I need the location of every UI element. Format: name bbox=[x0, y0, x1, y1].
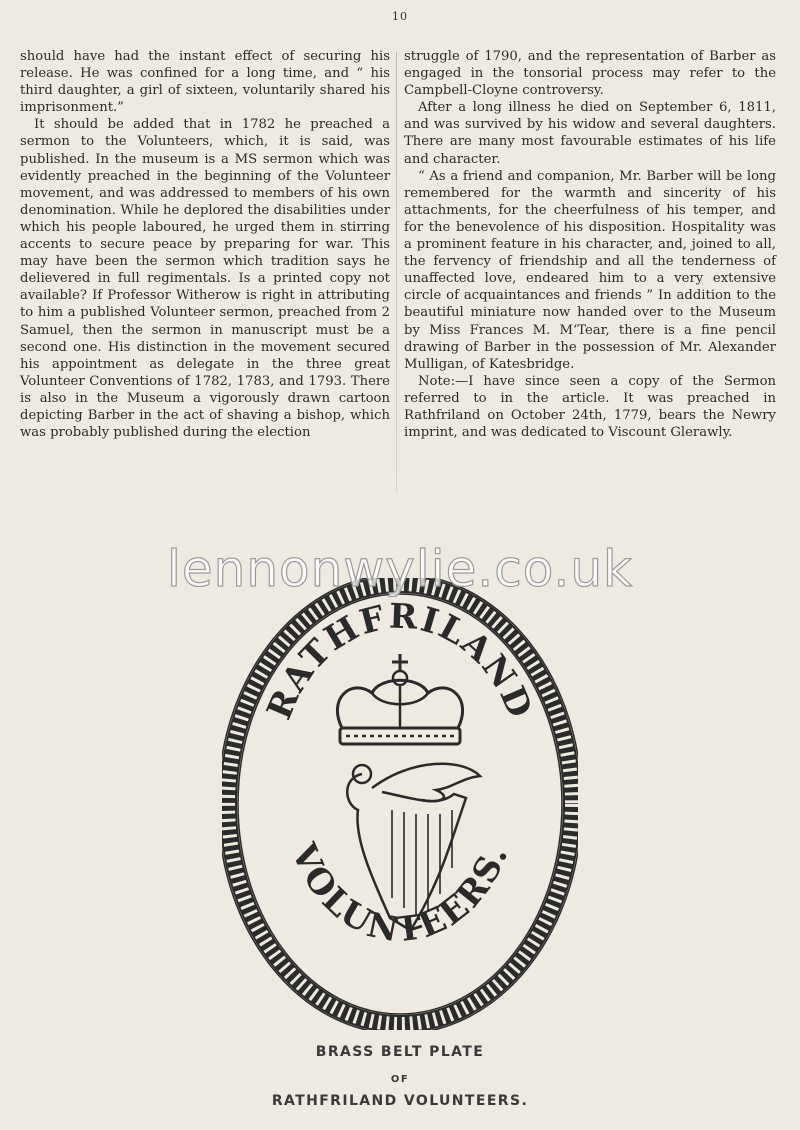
belt-plate-illustration bbox=[222, 578, 578, 1030]
caption-subtitle: RATHFRILAND VOLUNTEERS. bbox=[271, 1093, 529, 1109]
page-number: 10 bbox=[392, 10, 408, 23]
crown-icon bbox=[337, 654, 462, 744]
watermark: lennonwylie.co.uk bbox=[167, 540, 633, 598]
badge-top-text: RATHFRILAND bbox=[259, 596, 541, 726]
caption-of: OF bbox=[390, 1074, 410, 1085]
right-column bbox=[404, 48, 776, 441]
paragraph: It should be added that in 1782 he preached a sermon to the Volunteers, which, it is said, was published. In the museum is a MS sermon which was evidently preached in the beginning of the Volunteer movement, and was addressed to members of his own denomination. While he deplored the disabilities under which his people laboured, he urged them in stirring accents to secure peace by preparing for war. This may have been the sermon which tradition says he delievered in full regimentals. Is a printed copy not available? If Professor Witherow is right in attributing to him a published Volunteer sermon, preached from 2 Samuel, then the sermon in manuscript must be a second one. His distinction in the movement secured his appointment as delegate in the three great Volunteer Conventions of 1782, 1783, and 1793. There is also in the Museum a vigorously drawn cartoon depicting Barber in the act of shaving a bishop, which was probably published during the election bbox=[20, 117, 390, 441]
badge-bottom-text: VOLUNTEERS. bbox=[282, 838, 517, 951]
left-column bbox=[20, 48, 390, 441]
paragraph: “ As a friend and companion, Mr. Barber will be long remembered for the warmth and sincerity of his attachments, for the cheerfulness of his temper, and for the benevolence of his disposition. Hospitality was a prominent feature in his character, and, joined to all, the fervency of friendship and all the tenderness of unaffected love, endeared him to a very extensive circle of acquaintances and friends ” In addition to the beautiful miniature now handed over to the Museum by Miss Frances M. M‘Tear, there is a fine pencil drawing of Barber in the possession of Mr. Alexander Mulligan, of Katesbridge. bbox=[404, 168, 776, 372]
column-divider bbox=[396, 52, 397, 492]
rope-border bbox=[228, 584, 572, 1024]
paragraph: struggle of 1790, and the representation of Barber as engaged in the tonsorial process may refer to the Campbell-Cloyne controversy. bbox=[404, 49, 776, 99]
paragraph: After a long illness he died on September 6, 1811, and was survived by his widow and several daughters. There are many most favourable estimates of his life and character. bbox=[404, 100, 776, 167]
caption-title: BRASS BELT PLATE bbox=[315, 1044, 485, 1060]
paragraph: Note:—I have since seen a copy of the Sermon referred to in the article. It was preached in Rathfriland on October 24th, 1779, bears the Newry imprint, and was dedicated to Viscount Glerawly. bbox=[404, 373, 776, 441]
paragraph: should have had the instant effect of securing his release. He was confined for a long time, and “ his third daughter, a girl of sixteen, voluntarily shared his imprisonment.” bbox=[20, 49, 390, 116]
